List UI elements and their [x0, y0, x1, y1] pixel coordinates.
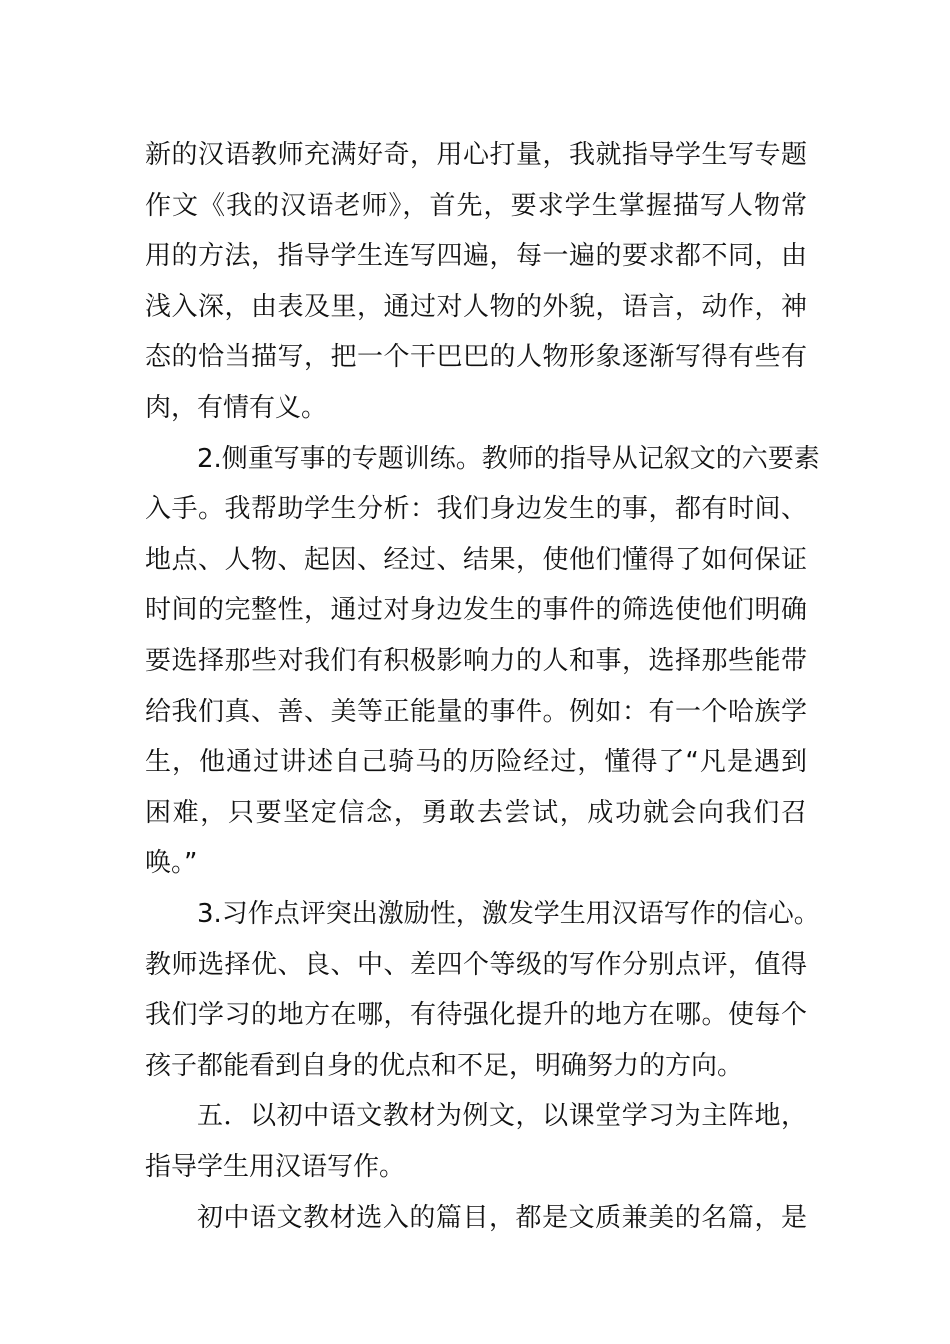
text-line: 新的汉语教师充满好奇，用心打量，我就指导学生写专题 — [145, 140, 807, 170]
text-line: 态的恰当描写，把一个干巴巴的人物形象逐渐写得有些有 — [145, 342, 807, 372]
paragraph-first-line: 初中语文教材选入的篇目，都是文质兼美的名篇，是 — [197, 1203, 807, 1233]
text-line: 孩子都能看到自身的优点和不足，明确努力的方向。 — [145, 1051, 744, 1081]
text-line: 作文《我的汉语老师》，首先，要求学生掌握描写人物常 — [145, 191, 807, 221]
text-line: 肉，有情有义。 — [145, 393, 328, 423]
text-line: 困难，只要坚定信念，勇敢去尝试，成功就会向我们召 — [145, 798, 807, 828]
text-line: 我们学习的地方在哪，有待强化提升的地方在哪。使每个 — [145, 1000, 807, 1030]
text-line: 唤。” — [145, 848, 198, 878]
text-line: 用的方法，指导学生连写四遍，每一遍的要求都不同，由 — [145, 241, 807, 271]
text-line: 时间的完整性，通过对身边发生的事件的筛选使他们明确 — [145, 595, 807, 625]
paragraph-first-line: 2.侧重写事的专题训练。教师的指导从记叙文的六要素 — [197, 444, 820, 474]
text-line: 浅入深，由表及里，通过对人物的外貌，语言，动作，神 — [145, 292, 807, 322]
text-line: 生，他通过讲述自己骑马的历险经过，懂得了“凡是遇到 — [145, 747, 807, 777]
text-line: 入手。我帮助学生分析：我们身边发生的事，都有时间、 — [145, 494, 807, 524]
paragraph-first-line: 五．以初中语文教材为例文，以课堂学习为主阵地， — [197, 1101, 807, 1131]
paragraph-first-line: 3.习作点评突出激励性，激发学生用汉语写作的信心。 — [197, 899, 820, 929]
text-line: 地点、人物、起因、经过、结果，使他们懂得了如何保证 — [145, 545, 807, 575]
text-line: 指导学生用汉语写作。 — [145, 1152, 406, 1182]
text-line: 要选择那些对我们有积极影响力的人和事，选择那些能带 — [145, 646, 807, 676]
text-line: 教师选择优、良、中、差四个等级的写作分别点评，值得 — [145, 950, 807, 980]
text-line: 给我们真、善、美等正能量的事件。例如：有一个哈族学 — [145, 697, 807, 727]
